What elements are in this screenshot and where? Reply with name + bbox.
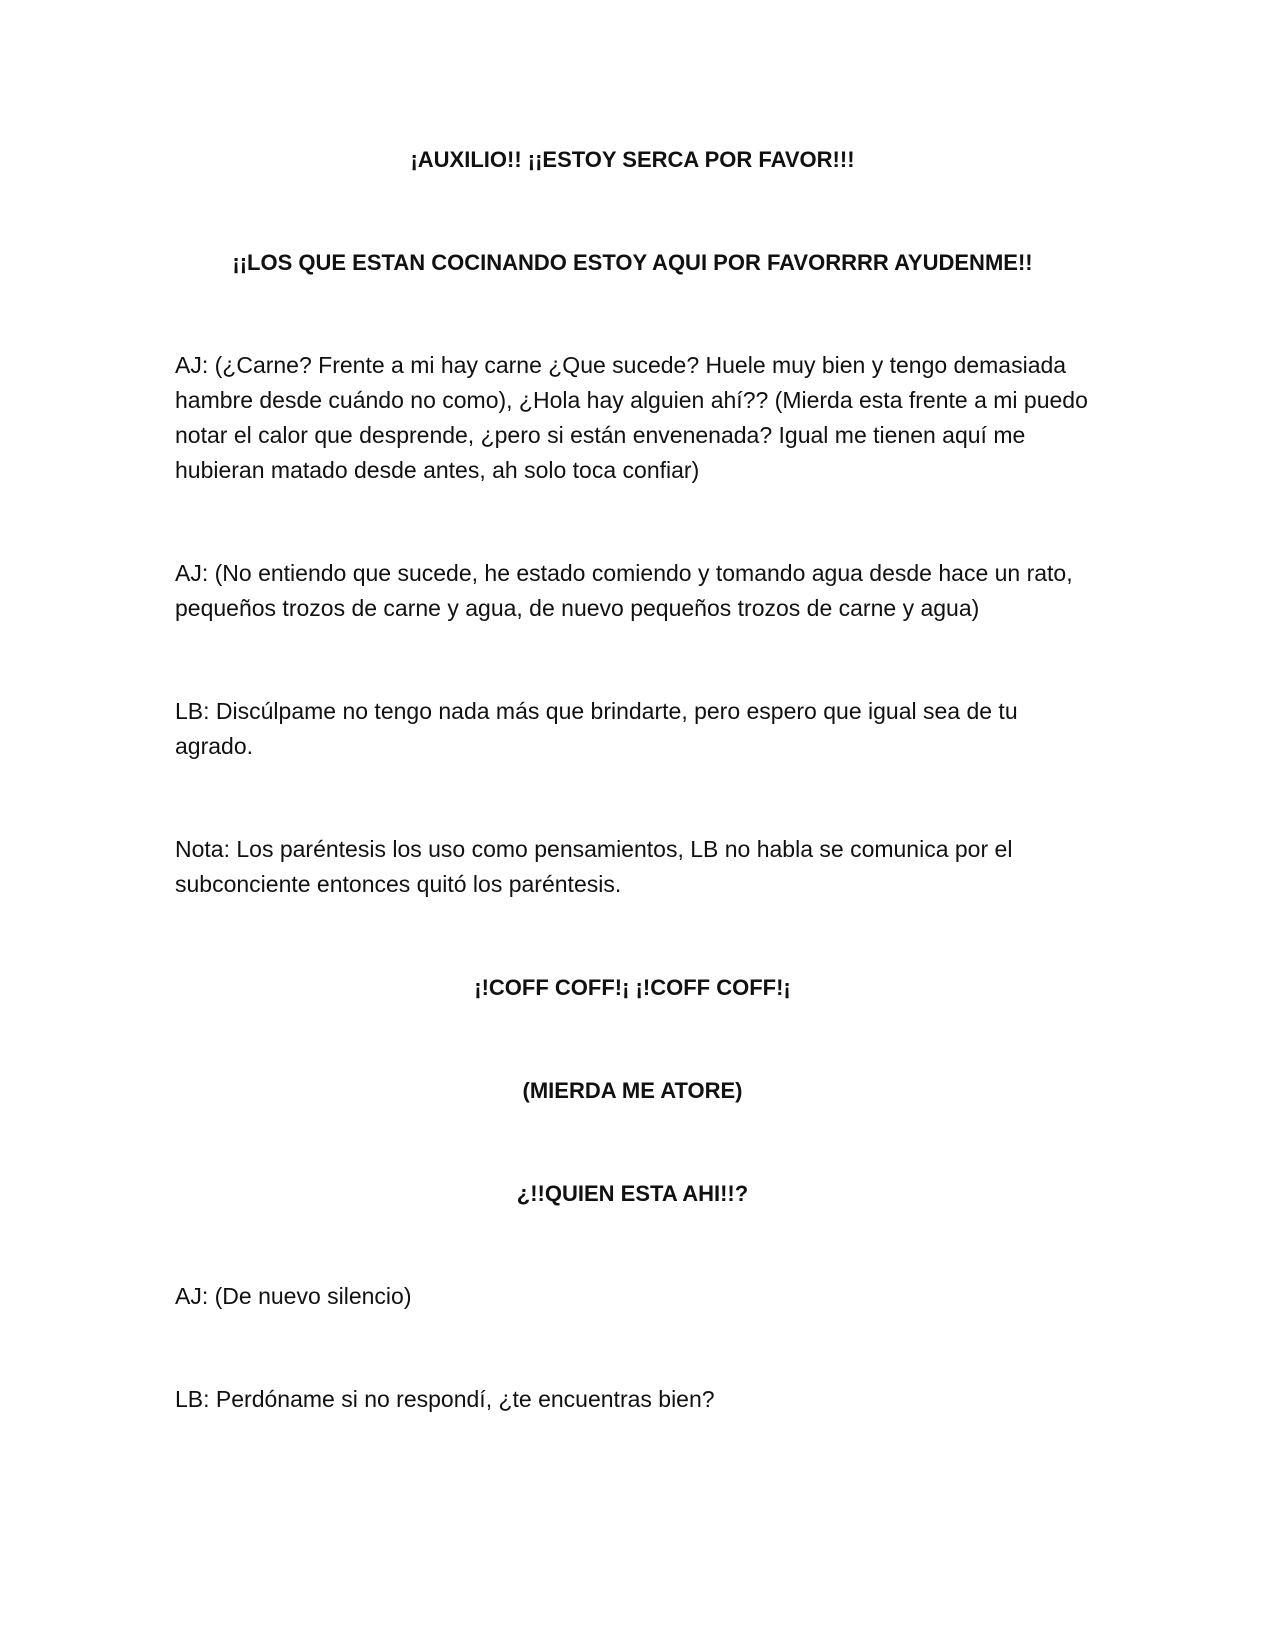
paragraph-lb-disculpame: LB: Discúlpame no tengo nada más que brindarte, pero espero que igual sea de tu agrado. [175, 698, 1018, 759]
paragraph-aj-comiendo: AJ: (No entiendo que sucede, he estado comiendo y tomando agua desde hace un rato, pequeños trozos de carne y agua, de nuevo pequeños trozos de carne y agua) [175, 560, 1073, 621]
paragraph-aj-carne: AJ: (¿Carne? Frente a mi hay carne ¿Que sucede? Huele muy bien y tengo demasiada hambre desde cuándo no como), ¿Hola hay alguien ahí?? (Mierda esta frente a mi puedo notar el calor que desprende, ¿pero si están envenenada? Igual me tienen aquí me hubieran matado desde antes, ah solo toca confiar) [175, 352, 1088, 483]
paragraph-aj-silencio: AJ: (De nuevo silencio) [175, 1283, 412, 1309]
center-mierda: (MIERDA ME ATORE) [522, 1078, 743, 1103]
heading-auxilio: ¡AUXILIO!! ¡¡ESTOY SERCA POR FAVOR!!! [410, 147, 855, 172]
heading-cocinando: ¡¡LOS QUE ESTAN COCINANDO ESTOY AQUI POR FAVORRRR AYUDENME!! [232, 250, 1033, 275]
center-coff: ¡!COFF COFF!¡ ¡!COFF COFF!¡ [474, 975, 791, 1000]
center-quien: ¿!!QUIEN ESTA AHI!!? [516, 1181, 749, 1206]
paragraph-nota: Nota: Los paréntesis los uso como pensamientos, LB no habla se comunica por el subconciente entonces quitó los paréntesis. [175, 836, 1013, 897]
document-body [175, 142, 1090, 1417]
paragraph-lb-perdoname: LB: Perdóname si no respondí, ¿te encuentras bien? [175, 1386, 715, 1412]
